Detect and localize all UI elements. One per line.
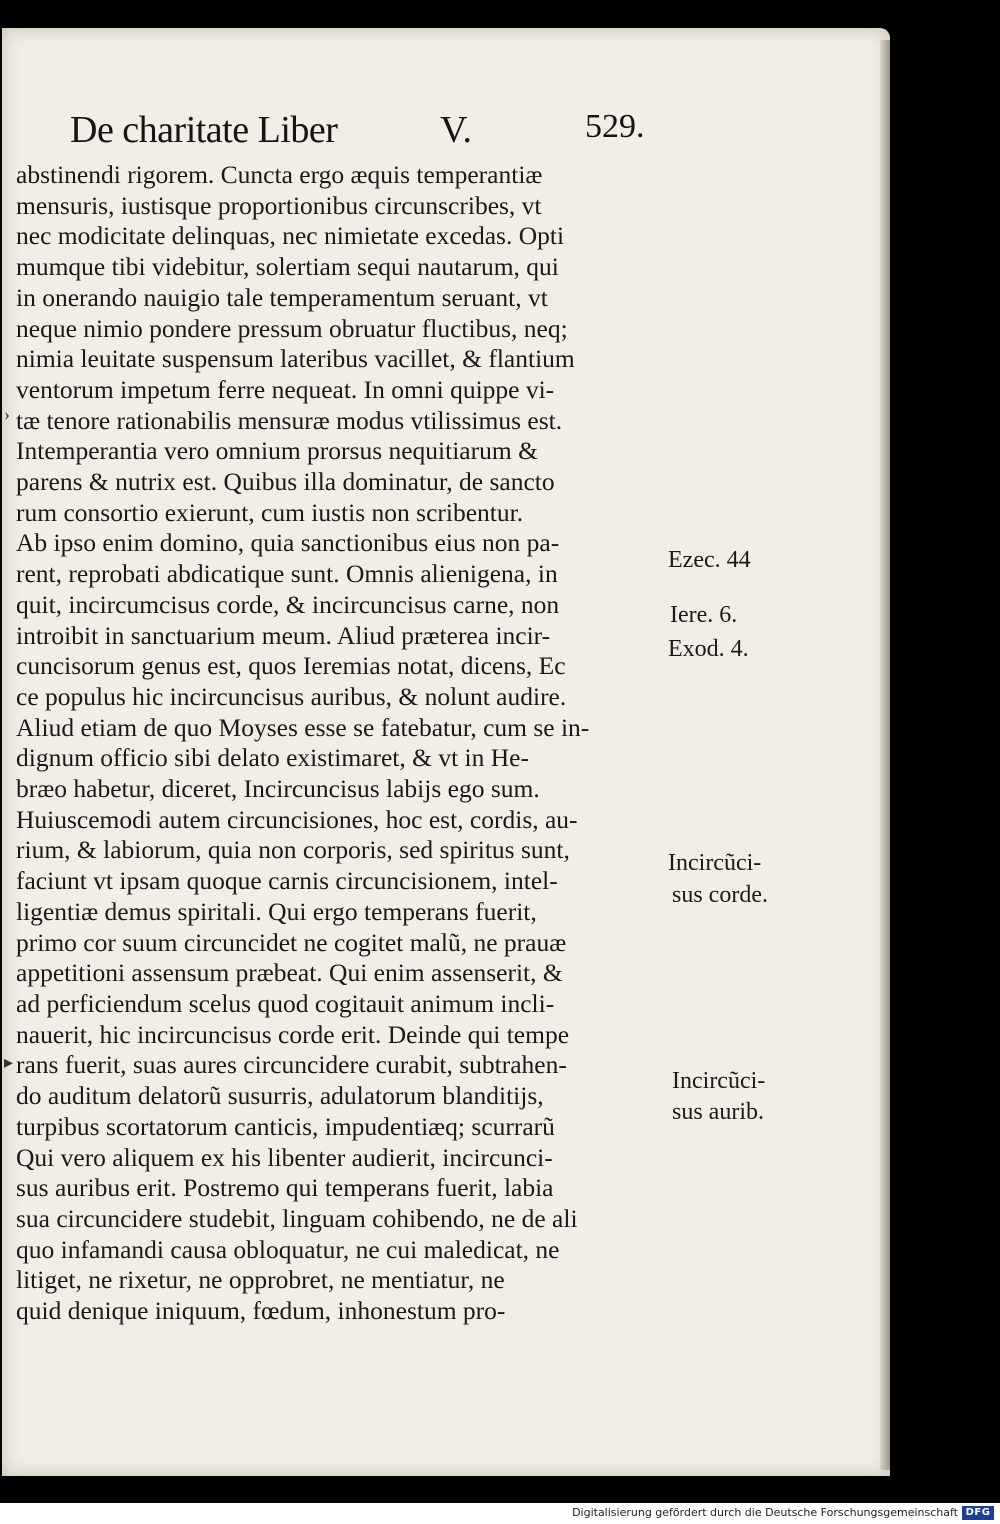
text-line: Ab ipso enim domino, quia sanctionibus eius non pa- — [16, 528, 560, 558]
footer-credit-text: Digitalisierung gefördert durch die Deutsche Forschungsgemeinschaft — [572, 1506, 958, 1519]
text-line: quit, incircumcisus corde, & incircuncisus carne, non — [16, 589, 560, 619]
marginal-note-exod: Exod. 4. — [668, 636, 749, 662]
marginal-note-incircumcisus-line1: Incircũci- — [668, 850, 762, 876]
marginal-note-incircumcisus-line2: sus corde. — [672, 882, 768, 908]
text-line: litiget, ne rixetur, ne opprobret, ne mentiatur, ne — [16, 1265, 505, 1295]
text-line: tæ tenore rationabilis mensuræ modus vtilissimus est. — [16, 405, 563, 435]
margin-pointer-icon: › — [4, 404, 10, 424]
text-line: nec modicitate delinquas, nec nimietate excedas. Opti — [16, 221, 565, 251]
text-line: sus auribus erit. Postremo qui temperans fuerit, labia — [16, 1173, 554, 1203]
text-line: Intemperantia vero omnium prorsus nequitiarum & — [16, 436, 538, 466]
text-line: dignum officio sibi delato existimaret, & vt in He- — [16, 743, 529, 773]
main-text-block — [16, 160, 666, 1327]
header-title: De charitate Liber — [70, 109, 338, 151]
text-line: Aliud etiam de quo Moyses esse se fatebatur, cum se in- — [16, 712, 590, 742]
header-liber-number: V. — [440, 109, 473, 151]
text-line: mumque tibi videbitur, solertiam sequi nautarum, qui — [16, 252, 559, 282]
text-line: cuncisorum genus est, quos Ieremias notat, dicens, Ec — [16, 651, 566, 681]
text-line: Qui vero aliquem ex his libenter audierit, incircunci- — [16, 1142, 553, 1172]
text-line: rum consortio exierunt, cum iustis non scribentur. — [16, 497, 524, 527]
text-line: rans fuerit, suas aures circuncidere curabit, subtrahen- — [16, 1050, 567, 1080]
text-line: mensuris, iustisque proportionibus circunscribes, vt — [16, 190, 542, 220]
text-line: primo cor suum circuncidet ne cogitet malũ, ne prauæ — [16, 927, 567, 957]
page-edge — [880, 40, 890, 1470]
text-line: introibit in sanctuarium meum. Aliud præterea incir- — [16, 620, 551, 650]
footer-bar — [0, 1503, 1000, 1524]
page-number: 529. — [585, 108, 645, 145]
text-line: turpibus scortatorum canticis, impudentiæq; scurrarũ — [16, 1111, 555, 1141]
text-line: neque nimio pondere pressum obruatur fluctibus, neq; — [16, 313, 568, 343]
marginal-note-incircumcisus-line1: Incircũci- — [672, 1068, 766, 1094]
text-line: nimia leuitate suspensum lateribus vacillet, & flantium — [16, 344, 575, 374]
text-line: abstinendi rigorem. Cuncta ergo æquis temperantiæ — [16, 160, 543, 189]
text-line: rent, reprobati abdicatique sunt. Omnis alienigena, in — [16, 559, 558, 589]
text-line: parens & nutrix est. Quibus illa dominatur, de sancto — [16, 467, 555, 497]
marginal-note-incircumcisus-line2: sus aurib. — [672, 1099, 764, 1125]
marginal-note-ezec: Ezec. 44 — [668, 547, 751, 573]
text-line: bræo habetur, diceret, Incircuncisus labijs ego sum. — [16, 774, 540, 804]
margin-pointer-icon: ▸ — [4, 1052, 14, 1072]
text-line: Huiuscemodi autem circuncisiones, hoc est, cordis, au- — [16, 804, 578, 834]
text-line: ce populus hic incircuncisus auribus, & nolunt audire. — [16, 681, 567, 711]
running-header — [70, 108, 670, 156]
dfg-logo: DFG — [962, 1506, 994, 1520]
marginal-note-iere: Iere. 6. — [670, 602, 738, 628]
text-line: nauerit, hic incircuncisus corde erit. Deinde qui tempe — [16, 1019, 570, 1049]
text-line: ventorum impetum ferre nequeat. In omni quippe vi- — [16, 374, 555, 404]
text-line: quo infamandi causa obloquatur, ne cui maledicat, ne — [16, 1234, 560, 1264]
text-line: faciunt vt ipsam quoque carnis circuncisionem, intel- — [16, 866, 558, 896]
text-line: ad perficiendum scelus quod cogitauit animum incli- — [16, 988, 555, 1018]
text-line: in onerando nauigio tale temperamentum seruant, vt — [16, 282, 548, 312]
text-line: quid denique iniquum, fœdum, inhonestum pro- — [16, 1296, 506, 1326]
text-line: do auditum delatorũ susurris, adulatorum blanditijs, — [16, 1081, 544, 1111]
text-line: ligentiæ demus spiritali. Qui ergo temperans fuerit, — [16, 896, 537, 926]
text-line: sua circuncidere studebit, linguam cohibendo, ne de ali — [16, 1203, 578, 1233]
text-line: appetitioni assensum præbeat. Qui enim assenserit, & — [16, 958, 563, 988]
text-line: rium, & labiorum, quia non corporis, sed spiritus sunt, — [16, 835, 570, 865]
